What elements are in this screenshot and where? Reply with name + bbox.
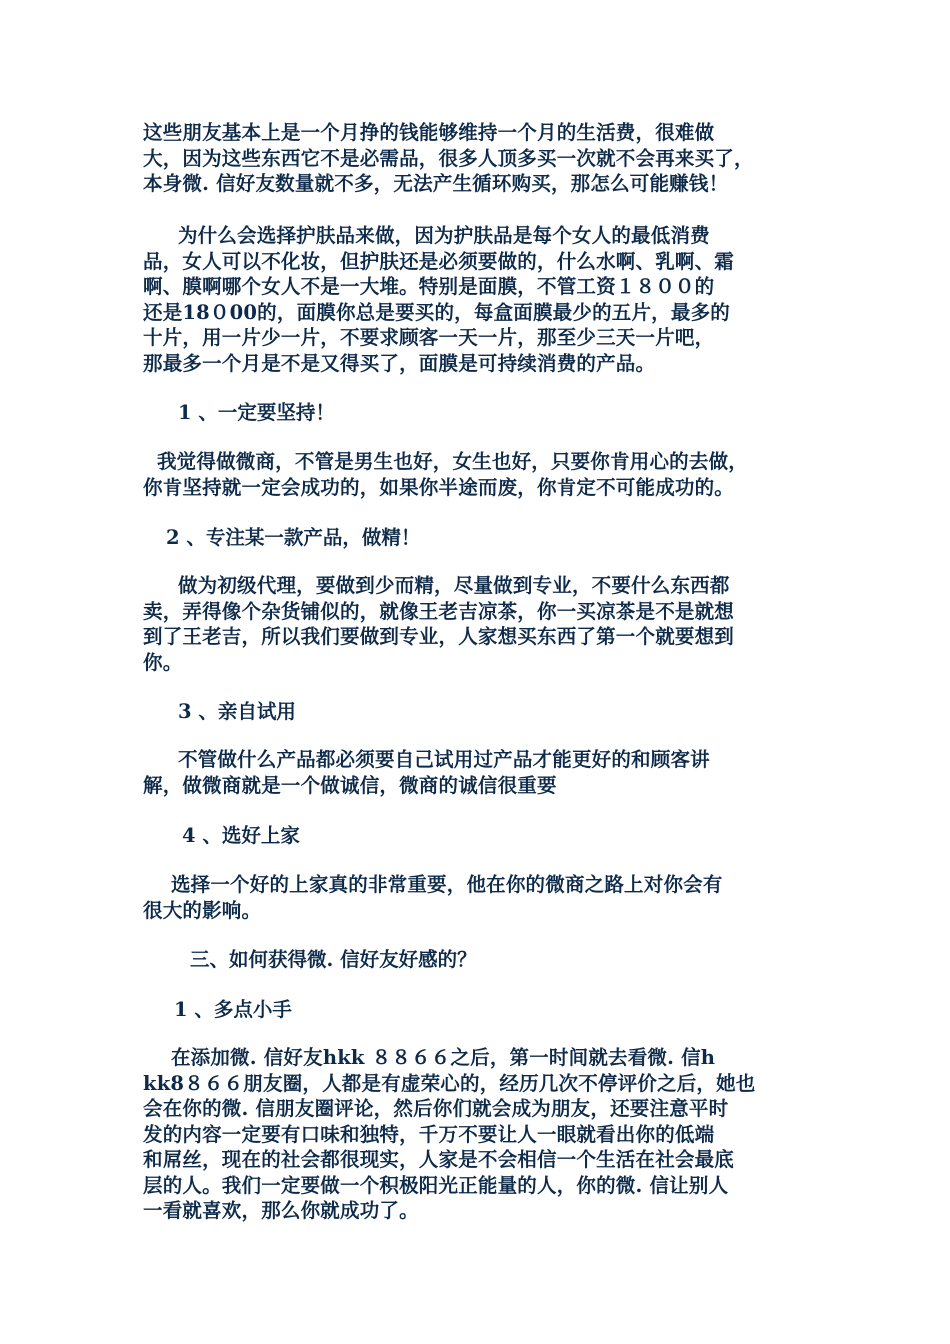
paragraph-7: [143, 1045, 823, 1224]
text-line: 你肯坚持就一定会成功的，如果你半途而废，你肯定不可能成功的。: [143, 475, 735, 499]
text-line: 解，做微商就是一个做诚信，微商的诚信很重要: [143, 773, 557, 797]
text-line: 不管做什么产品都必须要自己试用过产品才能更好的和顾客讲: [143, 748, 710, 771]
text-line: 选择一个好的上家真的非常重要，他在你的微商之路上对你会有: [143, 873, 723, 896]
text-line: 这些朋友基本上是一个月挣的钱能够维持一个月的生活费，很难做: [143, 121, 715, 144]
text-line: 啊、膜啊哪个女人不是一大堆。特别是面膜，不管工资１８００的: [143, 275, 715, 298]
text-line: 卖，弄得像个杂货铺似的，就像王老吉凉茶，你一买凉茶是不是就想: [143, 599, 735, 623]
paragraph-2: [143, 223, 823, 376]
chapter-heading-3: 三、如何获得微. 信好友好感的？: [190, 948, 477, 971]
text-line: 一看就喜欢，那么你就成功了。: [143, 1199, 419, 1222]
section-heading-3: 3 、亲自试用: [178, 700, 296, 723]
paragraph-4: [143, 573, 823, 675]
paragraph-1: [143, 120, 823, 197]
section-heading-4: 4 、选好上家: [182, 824, 300, 847]
text-line: 品，女人可以不化妆，但护肤还是必须要做的，什么水啊、乳啊、霜: [143, 249, 735, 273]
text-line: 你。: [143, 650, 183, 674]
section-heading-1: 1 、一定要坚持！: [178, 401, 335, 424]
text-line: 大，因为这些东西它不是必需品，很多人顶多买一次就不会再来买了，: [143, 146, 754, 170]
text-line: 会在你的微. 信朋友圈评论，然后你们就会成为朋友，还要注意平时: [143, 1097, 729, 1120]
text-line: 在添加微. 信好友hkk ８８６６之后，第一时间就去看微. 信h: [143, 1046, 716, 1069]
text-line: 和屌丝，现在的社会都很现实，人家是不会相信一个生活在社会最底: [143, 1148, 735, 1171]
section-heading-2: 2 、专注某一款产品，做精！: [166, 526, 421, 549]
text-line: 到了王老吉，所以我们要做到专业，人家想买东西了第一个就要想到: [143, 625, 735, 648]
text-line: 为什么会选择护肤品来做，因为护肤品是每个女人的最低消费: [143, 224, 710, 247]
text-line: 做为初级代理，要做到少而精，尽量做到专业，不要什么东西都: [143, 574, 730, 597]
text-line: 很大的影响。: [143, 898, 262, 922]
text-line: 十片，用一片少一片，不要求顾客一天一片，那至少三天一片吧，: [143, 326, 715, 349]
paragraph-3: [143, 449, 823, 500]
text-line: 还是18０00的，面膜你总是要买的，每盒面膜最少的五片，最多的: [143, 300, 730, 324]
text-line: 那最多一个月是不是又得买了，面膜是可持续消费的产品。: [143, 351, 656, 375]
text-line: 我觉得做微商，不管是男生也好，女生也好，只要你肯用心的去做，: [143, 450, 748, 473]
text-line: kk8８６６朋友圈，人都是有虚荣心的，经历几次不停评价之后，她也: [143, 1071, 756, 1095]
paragraph-6: [143, 872, 823, 923]
text-line: 发的内容一定要有口味和独特，千万不要让人一眼就看出你的低端: [143, 1122, 715, 1146]
section-heading-5: 1 、多点小手: [174, 998, 292, 1021]
text-line: 层的人。我们一定要做一个积极阳光正能量的人，你的微. 信让别人: [143, 1173, 729, 1197]
paragraph-5: [143, 747, 823, 798]
text-line: 本身微. 信好友数量就不多，无法产生循环购买，那怎么可能赚钱！: [143, 172, 729, 195]
